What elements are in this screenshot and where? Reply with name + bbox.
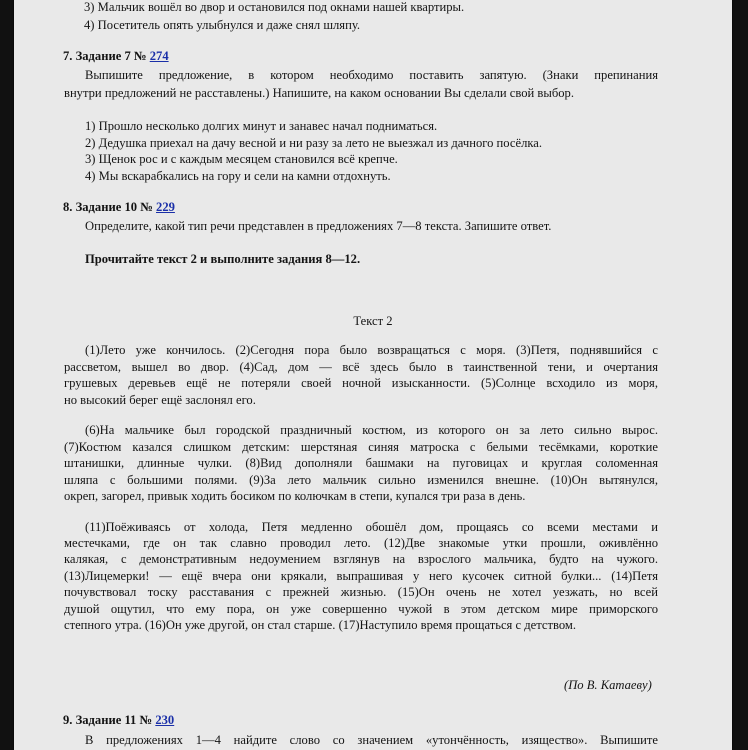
paragraph-line: (13)Лицемерки! — ещё вчера они крякали, выпрашивая у него кусочек ситной булки... (14)Петя xyxy=(64,569,658,583)
task-7-option: 3) Щенок рос и с каждым месяцем становился всё крепче. xyxy=(85,152,398,166)
list-item: 4) Посетитель опять улыбнулся и даже снял шляпу. xyxy=(84,18,361,32)
list-item: 3) Мальчик вошёл во двор и остановился под окнами нашей квартиры. xyxy=(84,0,465,14)
paragraph-line: местечками, где он так славно проводил лето. (12)Две знакомые утки прошли, оживлённо xyxy=(64,536,658,550)
task-9-link[interactable]: 230 xyxy=(155,713,175,727)
paragraph-line: калякая, с демонстративным недоумением взглянув на взрослого мальчика, будто на чужого. xyxy=(64,552,658,566)
document-page xyxy=(14,0,732,750)
paragraph-line: почувствовал тоску расставания с прежней жизнью. (15)Он очень не хотел уезжать, но всей xyxy=(64,585,658,599)
task-8-heading xyxy=(63,199,175,216)
paragraph-line: но высокий берег ещё заслонял его. xyxy=(64,393,256,407)
paragraph-line: окреп, загорел, привык ходить босиком по колючкам в степи, купался три раза в день. xyxy=(64,489,526,503)
task-8-instruction: Прочитайте текст 2 и выполните задания 8—12. xyxy=(85,252,361,266)
text-2-title: Текст 2 xyxy=(353,314,393,328)
task-9-heading xyxy=(63,712,174,729)
paragraph-line: душой ощутил, что ему пора, он уже совершенно чужой в этом детском мире приморского xyxy=(64,602,658,616)
task-7-option: 2) Дедушка приехал на дачу весной и ни разу за лето не выезжал из дачного посёлка. xyxy=(85,136,543,150)
task-7-link[interactable]: 274 xyxy=(149,49,169,63)
attribution: (По В. Катаеву) xyxy=(564,678,652,692)
paragraph-line: штанишки, длинные чулки. (8)Вид дополняли башмаки на пуговицах и круглая соломенная xyxy=(64,456,658,470)
paragraph-line: (6)На мальчике был городской праздничный костюм, из которого он за лето сильно вырос. xyxy=(85,423,658,437)
paragraph-line: (11)Поёживаясь от холода, Петя медленно обошёл дом, прощаясь со всеми местами и xyxy=(85,520,658,534)
task-9-text: В предложениях 1—4 найдите слово со значением «утончённость, изящество». Выпишите xyxy=(85,733,658,747)
task-9-heading-text: 9. Задание 11 № xyxy=(63,713,153,727)
task-7-text-line: Выпишите предложение, в котором необходимо поставить запятую. (Знаки препинания xyxy=(85,68,658,82)
task-7-option: 4) Мы вскарабкались на гору и сели на камни отдохнуть. xyxy=(85,169,391,183)
paragraph-line: (7)Костюм казался слишком детским: шерстяная синяя матроска с белыми тесёмками, короткие xyxy=(64,440,658,454)
paragraph-line: шляпа с большими полями. (9)За лето мальчик сильно изменился внешне. (10)Он вытянулся, xyxy=(64,473,658,487)
paragraph-line: грушевых деревьев ещё не потеряли своей ночной изысканности. (5)Солнце всходило из моря, xyxy=(64,376,658,390)
task-8-link[interactable]: 229 xyxy=(156,200,175,214)
task-8-heading-text: 8. Задание 10 № xyxy=(63,200,153,214)
task-7-heading-text: 7. Задание 7 № xyxy=(63,49,147,63)
task-7-text-line: внутри предложений не расставлены.) Напишите, на каком основании Вы сделали свой выбор. xyxy=(64,86,574,100)
task-7-option: 1) Прошло несколько долгих минут и занавес начал подниматься. xyxy=(85,119,438,133)
task-7-heading xyxy=(63,48,169,65)
paragraph-line: (1)Лето уже кончилось. (2)Сегодня пора было возвращаться с моря. (3)Петя, поднявшийся с xyxy=(85,343,658,357)
paragraph-line: степного утра. (16)Он уже другой, он стал старше. (17)Наступило время прощаться с детством. xyxy=(64,618,577,632)
task-8-text: Определите, какой тип речи представлен в предложениях 7—8 текста. Запишите ответ. xyxy=(85,219,552,233)
paragraph-line: рассветом, вышел во двор. (4)Сад, дом — всё здесь было в таинственной тени, и очертания xyxy=(64,360,658,374)
